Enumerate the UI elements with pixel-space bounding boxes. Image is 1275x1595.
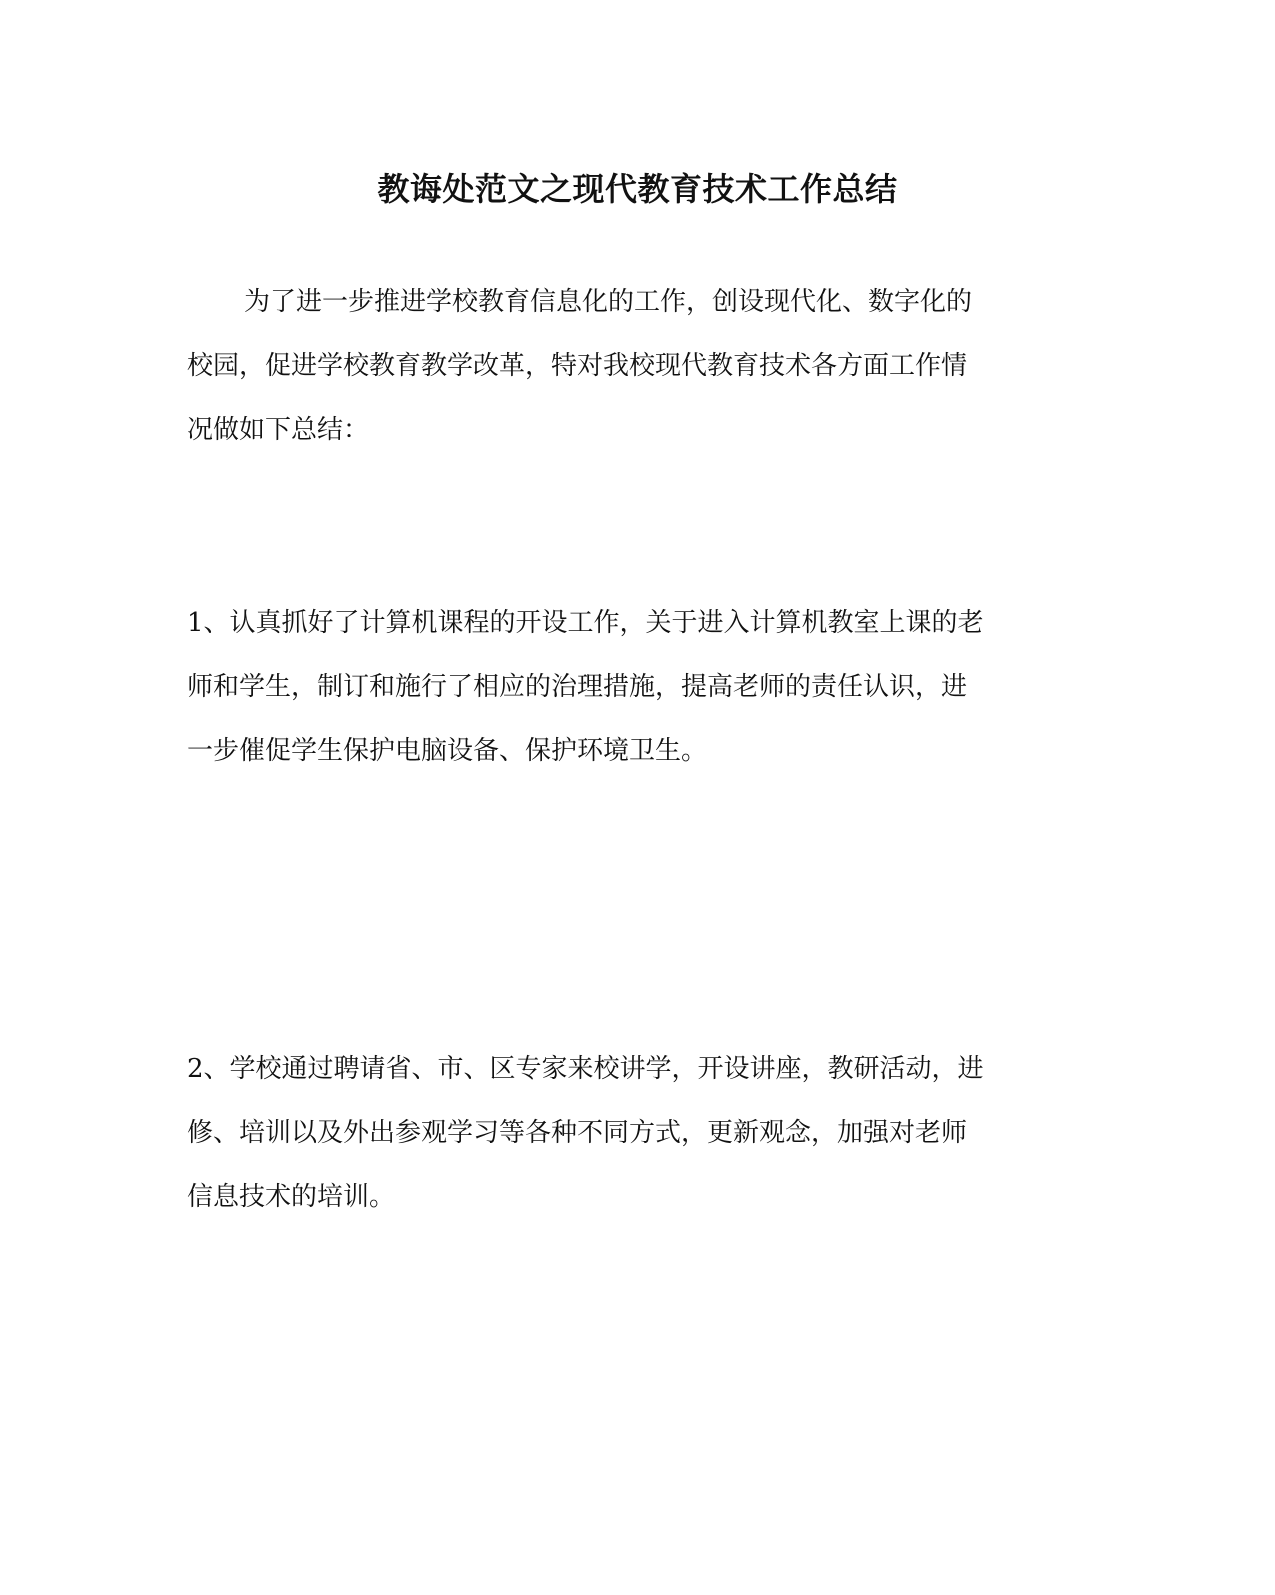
item-line: 1、认真抓好了计算机课程的开设工作，关于进入计算机教室上课的老 xyxy=(187,608,984,638)
item-paragraph-2 xyxy=(187,1037,1067,1229)
item-paragraph-1 xyxy=(187,591,1067,783)
document-title: 教诲处范文之现代教育技术工作总结 xyxy=(377,170,898,208)
intro-paragraph xyxy=(187,270,1067,462)
intro-line: 为了进一步推进学校教育信息化的工作，创设现代化、数字化的 xyxy=(244,287,973,317)
intro-line: 况做如下总结： xyxy=(187,415,370,445)
item-line: 2、学校通过聘请省、市、区专家来校讲学，开设讲座，教研活动，进 xyxy=(187,1054,984,1084)
item-line: 信息技术的培训。 xyxy=(187,1182,396,1212)
intro-line: 校园，促进学校教育教学改革，特对我校现代教育技术各方面工作情 xyxy=(187,351,968,381)
item-line: 一步催促学生保护电脑设备、保护环境卫生。 xyxy=(187,736,708,766)
item-line: 师和学生，制订和施行了相应的治理措施，提高老师的责任认识，进 xyxy=(187,672,968,702)
item-line: 修、培训以及外出参观学习等各种不同方式，更新观念，加强对老师 xyxy=(187,1118,968,1148)
